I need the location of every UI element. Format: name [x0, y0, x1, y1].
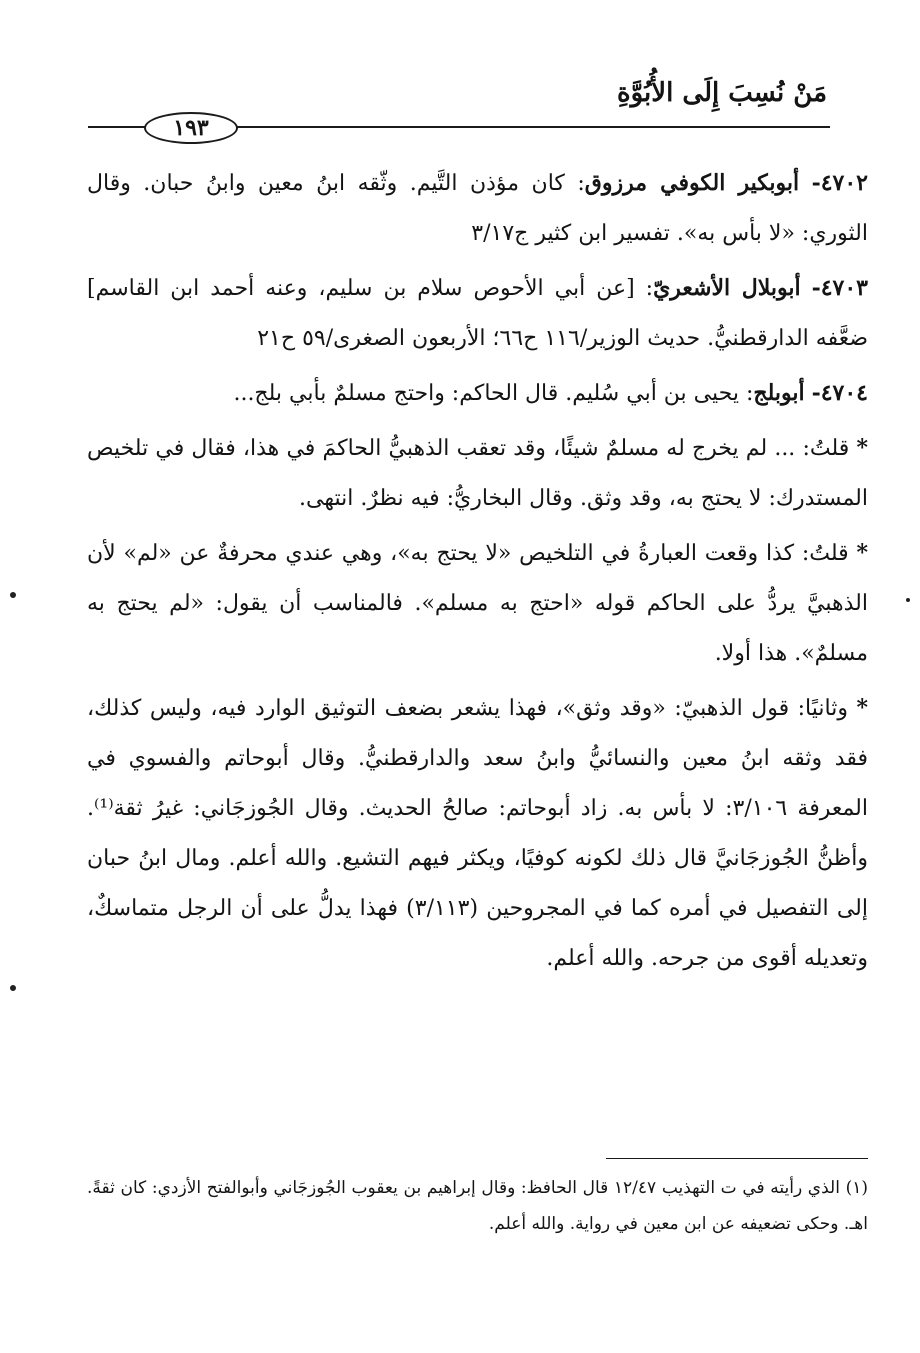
scan-speck	[10, 985, 16, 991]
footnote-rule	[606, 1158, 868, 1159]
note-paragraph	[87, 423, 868, 524]
page-number: ١٩٣	[144, 112, 238, 144]
entry-4703	[87, 263, 868, 364]
main-text	[87, 158, 868, 988]
asterisk-icon: *	[856, 540, 868, 566]
entry-text: : يحيى بن أبي سُليم. قال الحاكم: واحتج مسلمٌ بأبي بلج...	[233, 381, 754, 406]
footnote: (١) الذي رأيته في ت التهذيب ١٢/٤٧ قال الحافظ: وقال إبراهيم بن يعقوب الجُوزجَاني وأبوالفتح الأزدي: كان ثقةً. اهـ. وحكى تضعيفه عن ابن معين في رواية. والله أعلم.	[87, 1178, 868, 1234]
entry-number: ٤٧٠٣-	[811, 275, 868, 301]
entry-name: أبوبلال الأشعريّ	[653, 275, 801, 301]
note-text: قلتُ: ... لم يخرج له مسلمٌ شيئًا، وقد تعقب الذهبيُّ الحاكمَ في هذا، فقال في تلخيص المستدرك: لا يحتج به، وقد وثق. وقال البخاريُّ: فيه نظرٌ. انتهى.	[87, 436, 868, 511]
scan-speck	[906, 598, 910, 602]
running-head-title: مَنْ نُسِبَ إِلَى الأُبُوَّةِ	[617, 78, 827, 108]
entry-text: : كان مؤذن التَّيم. وثّقه ابنُ معين وابنُ حبان. وقال الثوري: «لا بأس به». تفسير ابن كثير ج٣/١٧	[87, 171, 868, 246]
asterisk-icon: *	[856, 695, 868, 721]
entry-text: : [عن أبي الأحوص سلام بن سليم، وعنه أحمد ابن القاسم] ضعَّفه الدارقطنيُّ. حديث الوزير/١١٦ ح٦٦؛ الأربعون الصغرى/٥٩ ح٢١	[87, 276, 868, 351]
note-text: قلتُ: كذا وقعت العبارةُ في التلخيص «لا يحتج به»، وهي عندي محرفةٌ عن «لم» لأن الذهبيَّ يردُّ على الحاكم قوله «احتج به مسلم». فالمناسب أن يقول: «لم يحتج به مسلمٌ». هذا أولا.	[87, 541, 868, 666]
entry-name: أبوبلج	[753, 380, 805, 406]
scan-speck	[10, 592, 16, 598]
entry-number: ٤٧٠٢-	[811, 170, 868, 196]
entry-name: أبوبكير الكوفي مرزوق	[584, 170, 800, 196]
entry-4702	[87, 158, 868, 259]
entry-number: ٤٧٠٤-	[811, 380, 868, 406]
asterisk-icon: *	[856, 435, 868, 461]
entry-4704	[87, 368, 868, 419]
note-text: وثانيًا: قول الذهبيّ: «وقد وثق»، فهذا يشعر بضعف التوثيق الوارد فيه، وليس كذلك، فقد وثقه ابنُ معين والنسائيُّ وابنُ سعد والدارقطنيُّ. وقال أبوحاتم والفسوي في المعرفة ٣/١٠٦: لا بأس به. زاد أبوحاتم: صالحُ الحديث. وقال الجُوزجَاني: غيرُ ثقة⁽¹⁾. وأظنُّ الجُوزجَانيَّ قال ذلك لكونه كوفيًا، ويكثر فيهم التشيع. والله أعلم. ومال ابنُ حبان إلى التفصيل في أمره كما في المجروحين (٣/١١٣) فهذا يدلُّ على أن الرجل متماسكٌ، وتعديله أقوى من جرحه. والله أعلم.	[87, 696, 868, 971]
note-paragraph	[87, 528, 868, 679]
note-paragraph	[87, 683, 868, 984]
